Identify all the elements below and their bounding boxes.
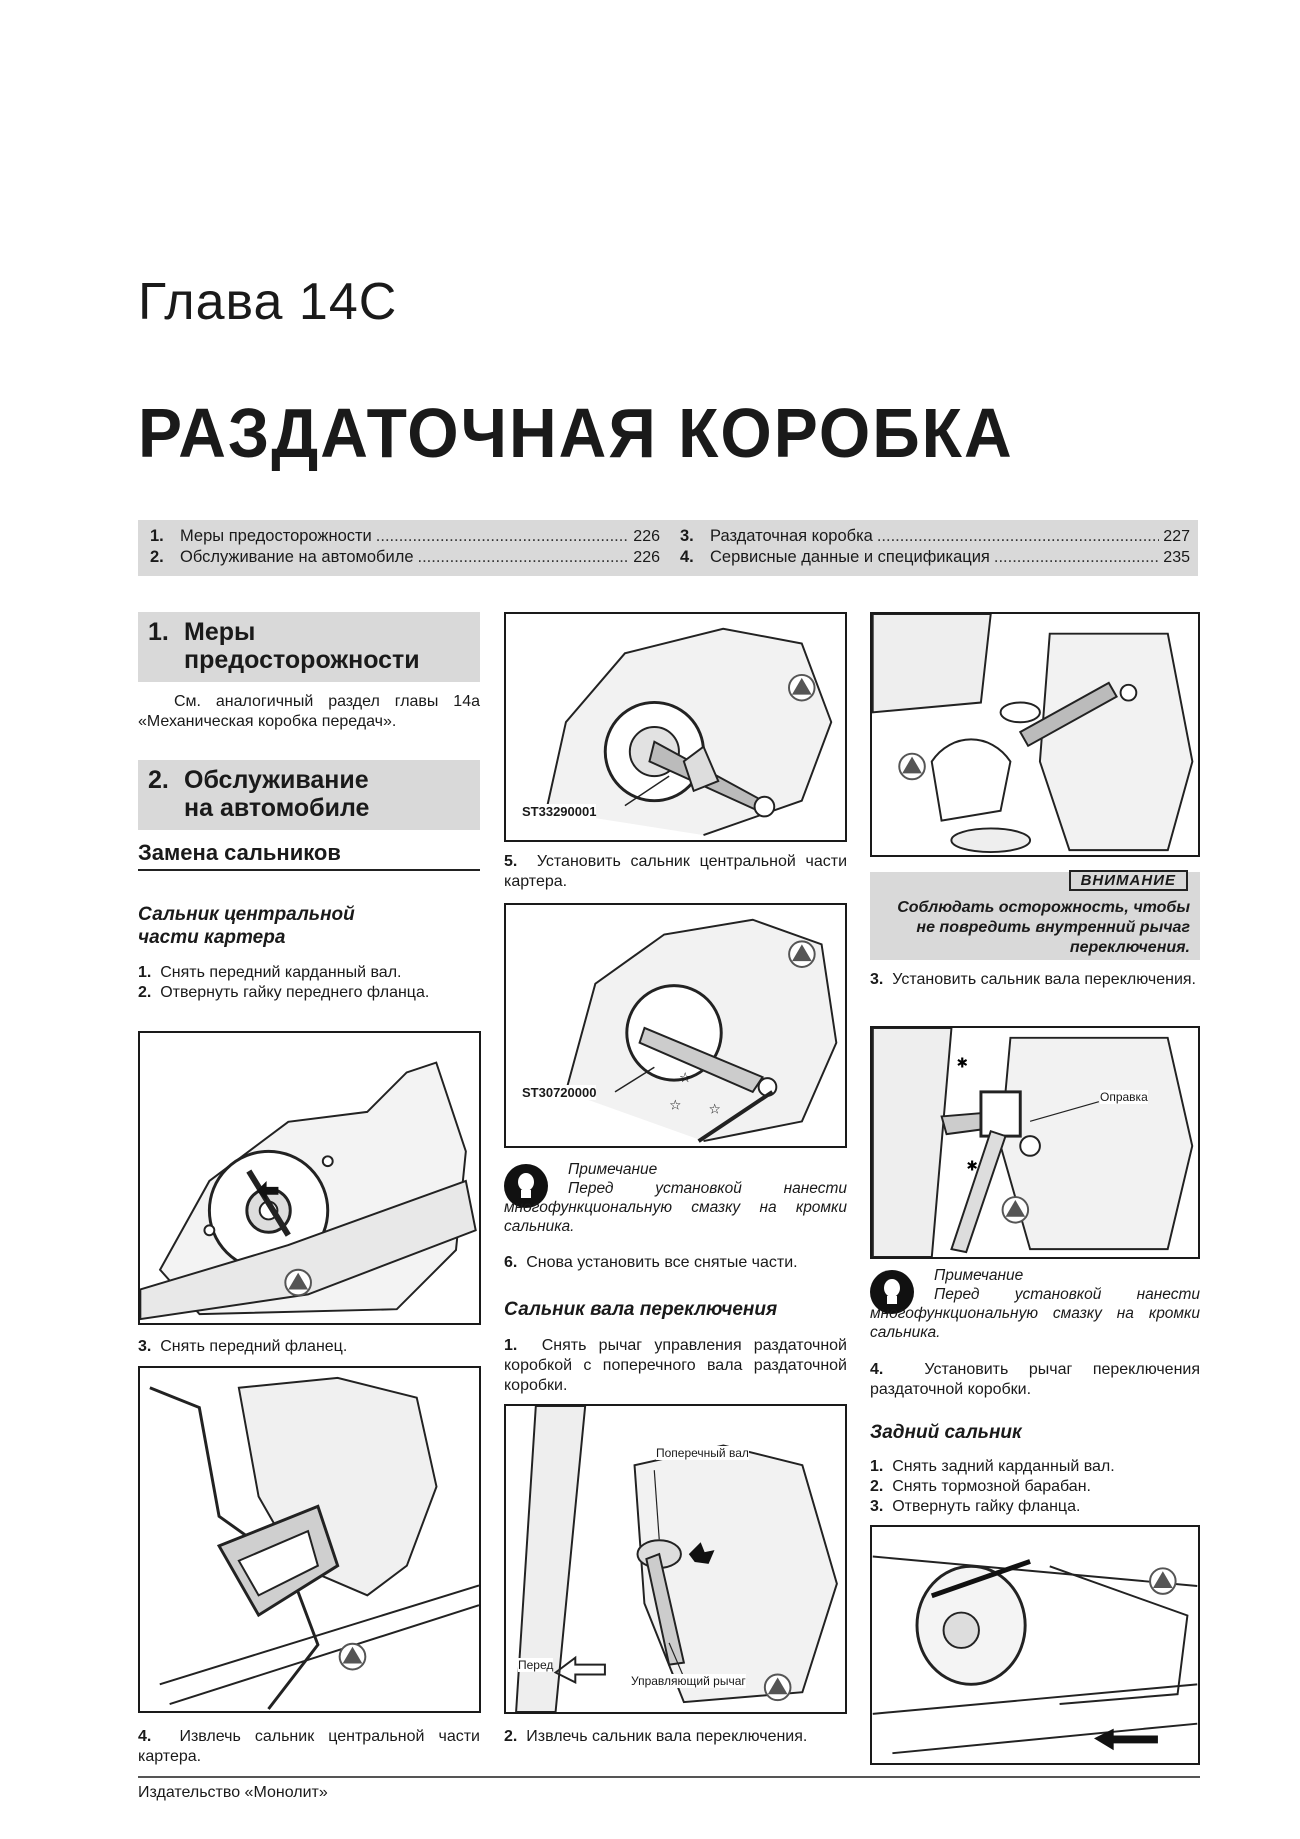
step bbox=[504, 1253, 847, 1273]
figure-flange-nut bbox=[138, 1031, 481, 1325]
note-title: Примечание bbox=[934, 1267, 1024, 1284]
chapter-title: РАЗДАТОЧНАЯ КОРОБКА bbox=[138, 394, 1014, 472]
step-text: Установить рычаг переключения раздаточной коробки. bbox=[870, 1361, 1201, 1398]
step-number: 3. bbox=[138, 1338, 152, 1355]
figure-shift-lever-removal bbox=[870, 612, 1200, 857]
toc-item-page: 226 bbox=[633, 528, 660, 545]
step-text: Отвернуть гайку фланца. bbox=[892, 1498, 1081, 1515]
procedure-heading: Сальник вала переключения bbox=[504, 1299, 778, 1320]
toc-column-left bbox=[150, 527, 660, 569]
toc-item-title: Обслуживание на автомобиле bbox=[180, 548, 414, 566]
note-block bbox=[504, 1160, 847, 1240]
note-block bbox=[870, 1266, 1200, 1346]
flange-nut-illustration bbox=[140, 1033, 479, 1323]
step-text: Снять тормозной барабан. bbox=[892, 1478, 1091, 1495]
step-text: Установить сальник вала переключения. bbox=[892, 971, 1196, 988]
watermark-logo-icon bbox=[1003, 1197, 1029, 1223]
step-number: 6. bbox=[504, 1254, 518, 1271]
seal-drift-illustration bbox=[872, 1028, 1198, 1257]
section-1-header bbox=[138, 612, 480, 682]
step-number: 1. bbox=[138, 964, 152, 981]
step bbox=[870, 1497, 1200, 1517]
section-title-line: Обслуживание bbox=[184, 766, 369, 794]
toc-item-number: 3. bbox=[680, 527, 694, 545]
toc-item[interactable] bbox=[680, 527, 1190, 548]
step bbox=[870, 1360, 1200, 1400]
svg-text:☆: ☆ bbox=[669, 1097, 682, 1114]
svg-text:☆: ☆ bbox=[678, 1070, 692, 1087]
svg-text:✱: ✱ bbox=[956, 1055, 968, 1072]
step-text: Извлечь сальник вала переключения. bbox=[526, 1728, 808, 1745]
step-number: 4. bbox=[138, 1728, 152, 1745]
procedure-heading: Задний сальник bbox=[870, 1422, 1022, 1443]
step bbox=[870, 1477, 1200, 1497]
shift-lever-removal-illustration bbox=[872, 614, 1198, 855]
toc-item-number: 4. bbox=[680, 548, 694, 566]
procedure-heading-line: Сальник центральной bbox=[138, 904, 355, 925]
section-1-text: См. аналогичный раздел главы 14а «Механическая коробка передач». bbox=[138, 693, 480, 730]
toc-column-right bbox=[680, 527, 1190, 569]
figure-shift-lever bbox=[504, 1404, 847, 1714]
step-text: Снять передний фланец. bbox=[160, 1338, 348, 1355]
note-text: Перед установкой нанести многофункциональную смазку на кромки сальника. bbox=[504, 1180, 847, 1235]
watermark-logo-icon bbox=[340, 1644, 366, 1670]
svg-text:✱: ✱ bbox=[966, 1158, 978, 1175]
step-text: Отвернуть гайку переднего фланца. bbox=[160, 984, 430, 1001]
tool-label: ST33290001 bbox=[522, 804, 597, 819]
toc-item-title: Раздаточная коробка bbox=[710, 527, 873, 545]
toc-leader-dots bbox=[877, 527, 1159, 546]
figure-front-flange bbox=[138, 1366, 481, 1713]
subsection-heading: Замена сальников bbox=[138, 840, 480, 871]
step-text: Снять рычаг управления раздаточной коробкой с поперечного вала раздаточной коробки. bbox=[504, 1337, 847, 1394]
callout-label: Поперечный вал bbox=[656, 1446, 749, 1460]
toc-item-page: 235 bbox=[1163, 549, 1190, 566]
footer-divider bbox=[138, 1776, 1200, 1778]
toc-item[interactable] bbox=[150, 527, 660, 548]
step bbox=[138, 983, 480, 1003]
section-title-line: на автомобиле bbox=[184, 794, 370, 822]
toc-item-page: 226 bbox=[633, 549, 660, 566]
step-number: 3. bbox=[870, 971, 884, 988]
step-text: Установить сальник центральной части картера. bbox=[504, 853, 848, 890]
step-number: 1. bbox=[870, 1458, 884, 1475]
step bbox=[138, 963, 480, 983]
step bbox=[138, 1727, 480, 1767]
warning-block bbox=[870, 872, 1200, 960]
toc-item-number: 2. bbox=[150, 548, 164, 566]
toc-leader-dots bbox=[994, 548, 1159, 567]
step-number: 5. bbox=[504, 853, 518, 870]
step bbox=[504, 1336, 847, 1396]
step-number: 2. bbox=[870, 1478, 884, 1495]
tool-label: ST30720000 bbox=[522, 1085, 597, 1100]
table-of-contents bbox=[138, 520, 1198, 576]
figure-rear-flange bbox=[870, 1525, 1200, 1765]
toc-leader-dots bbox=[418, 548, 630, 567]
chapter-number: Глава 14С bbox=[138, 273, 398, 331]
toc-leader-dots bbox=[376, 527, 630, 546]
toc-item-page: 227 bbox=[1163, 528, 1190, 545]
note-title: Примечание bbox=[568, 1161, 658, 1178]
figure-seal-drift bbox=[870, 1026, 1200, 1259]
step-text: Снять передний карданный вал. bbox=[160, 964, 402, 981]
toc-item-title: Сервисные данные и спецификация bbox=[710, 548, 990, 566]
watermark-logo-icon bbox=[789, 941, 815, 967]
toc-item-title: Меры предосторожности bbox=[180, 527, 372, 545]
watermark-logo-icon bbox=[899, 754, 925, 780]
procedure-heading-line: части картера bbox=[138, 927, 286, 948]
warning-text: Соблюдать осторожность, чтобы не повредить внутренний рычаг переключения. bbox=[897, 899, 1190, 956]
toc-item[interactable] bbox=[680, 548, 1190, 569]
callout-label: Перед bbox=[518, 1658, 554, 1672]
warning-label: ВНИМАНИЕ bbox=[1069, 870, 1188, 891]
step-number: 2. bbox=[504, 1728, 518, 1745]
step-text: Снять задний карданный вал. bbox=[892, 1458, 1115, 1475]
step-number: 2. bbox=[138, 984, 152, 1001]
step bbox=[504, 852, 847, 892]
step bbox=[870, 970, 1200, 990]
section-title-line: Меры bbox=[184, 618, 256, 646]
section-2-header bbox=[138, 760, 480, 830]
callout-label: Оправка bbox=[1100, 1090, 1148, 1104]
figure-seal-removal-tool bbox=[504, 612, 847, 842]
section-number: 1. bbox=[148, 618, 169, 646]
step bbox=[138, 1337, 480, 1357]
callout-label: Управляющий рычаг bbox=[631, 1674, 746, 1688]
publisher-footer: Издательство «Монолит» bbox=[138, 1784, 328, 1801]
watermark-logo-icon bbox=[789, 675, 815, 701]
step bbox=[504, 1727, 847, 1747]
seal-install-illustration bbox=[506, 905, 845, 1146]
figure-seal-install-tool bbox=[504, 903, 847, 1148]
watermark-logo-icon bbox=[285, 1270, 311, 1296]
step-text: Снова установить все снятые части. bbox=[526, 1254, 798, 1271]
step-text: Извлечь сальник центральной части картера. bbox=[138, 1728, 480, 1765]
section-title-line: предосторожности bbox=[184, 646, 420, 674]
front-flange-illustration bbox=[140, 1368, 479, 1711]
watermark-logo-icon bbox=[765, 1674, 791, 1700]
step-number: 4. bbox=[870, 1361, 884, 1378]
section-number: 2. bbox=[148, 766, 169, 794]
svg-text:☆: ☆ bbox=[708, 1101, 721, 1118]
rear-flange-illustration bbox=[872, 1527, 1198, 1763]
toc-item-number: 1. bbox=[150, 527, 164, 545]
step bbox=[870, 1457, 1200, 1477]
note-text: Перед установкой нанести многофункциональную смазку на кромки сальника. bbox=[870, 1286, 1200, 1341]
watermark-logo-icon bbox=[1150, 1568, 1176, 1594]
toc-item[interactable] bbox=[150, 548, 660, 569]
procedure-heading bbox=[138, 903, 480, 949]
step-number: 3. bbox=[870, 1498, 884, 1515]
step-number: 1. bbox=[504, 1337, 518, 1354]
